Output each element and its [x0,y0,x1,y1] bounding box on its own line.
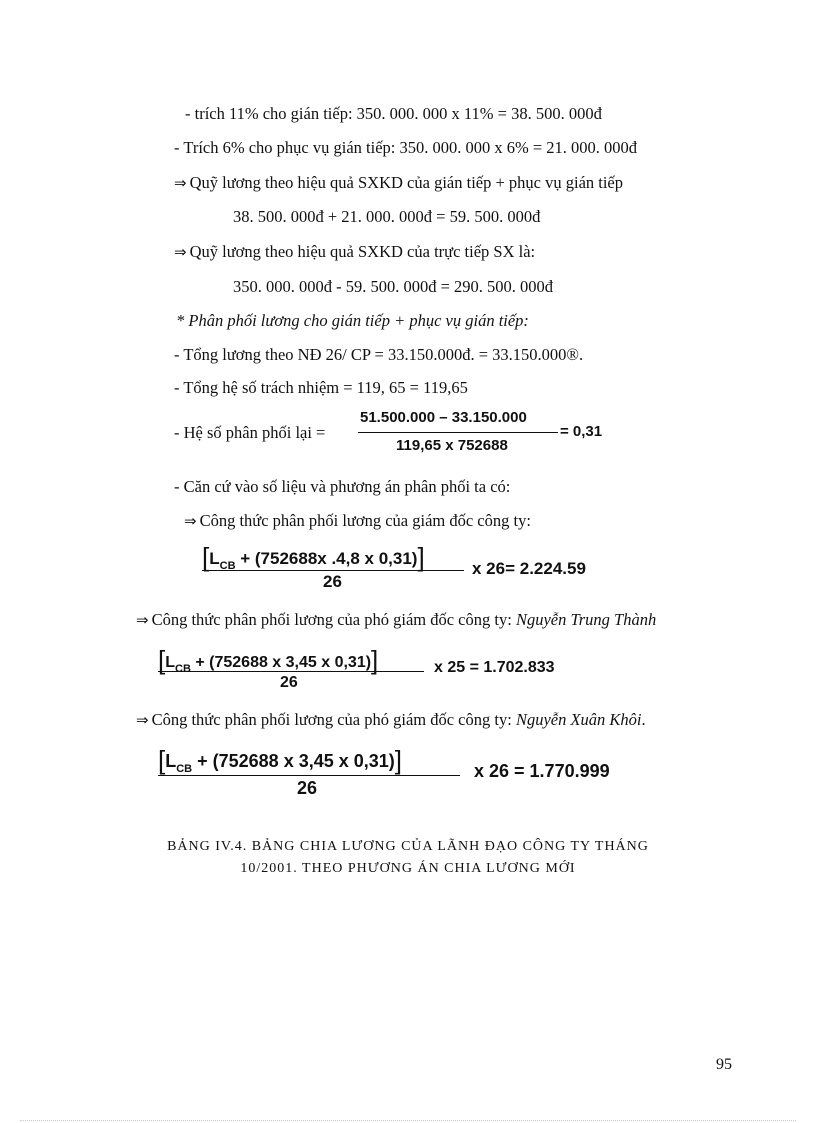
line-he-so-phan-phoi-label: - Hệ số phân phối lại = [174,423,326,442]
formula-denominator: 26 [323,572,342,591]
fraction-bar [158,671,424,672]
formula-result: = 0,31 [560,423,603,440]
implies-arrow-icon: ⇒ [174,243,187,261]
line-cong-thuc-pho-gd-1: ⇒ Công thức phân phối lương của phó giám đốc công ty: Nguyễn Trung Thành [136,610,657,629]
line-tong-luong: - Tổng lương theo NĐ 26/ CP = 33.150.000đ. = 33.150.000®. [174,345,584,364]
formula-denominator: 119,65 x 752688 [396,437,508,454]
formula-numerator: 51.500.000 – 33.150.000 [360,409,527,426]
formula-result: x 26= 2.224.59 [472,559,586,578]
formula-result: x 26 = 1.770.999 [474,761,610,781]
fraction-bar [202,570,464,571]
line-tong-he-so: - Tổng hệ số trách nhiệm = 119, 65 = 119,65 [174,378,468,397]
line-quy-luong-gian-tiep: ⇒ Quỹ lương theo hiệu quả SXKD của gián tiếp + phục vụ gián tiếp [174,173,624,192]
page-bottom-border [20,1120,796,1121]
implies-arrow-icon: ⇒ [184,512,197,530]
line-diff-truc-tiep: 350. 000. 000đ - 59. 500. 000đ = 290. 500. 000đ [233,277,554,296]
caption-line-2: 10/2001. THEO PHƯƠNG ÁN CHIA LƯƠNG MỚI [240,861,576,876]
formula-denominator: 26 [280,674,298,691]
formula-result: x 25 = 1.702.833 [434,659,555,676]
implies-arrow-icon: ⇒ [136,711,149,729]
line-can-cu: - Căn cứ vào số liệu và phương án phân phối ta có: [174,477,511,496]
line-cong-thuc-pho-gd-2: ⇒ Công thức phân phối lương của phó giám đốc công ty: Nguyễn Xuân Khôi. [136,710,646,729]
implies-arrow-icon: ⇒ [136,611,149,629]
formula-denominator: 26 [297,778,318,798]
line-trich-6: - Trích 6% cho phục vụ gián tiếp: 350. 000. 000 x 6% = 21. 000. 000đ [174,138,638,157]
fraction-bar [358,432,558,433]
implies-arrow-icon: ⇒ [174,174,187,192]
section-heading-phan-phoi: * Phân phối lương cho gián tiếp + phục vụ gián tiếp: [176,311,529,330]
formula-numerator: [$L_{CB} + (752688x$ .4,8 x 0,31)] [202,542,425,572]
line-cong-thuc-giam-doc: ⇒ Công thức phân phối lương của giám đốc công ty: [184,511,531,530]
formula-numerator: [$L_{CB} + (752688$ x 3,45 x 0,31)] [158,645,379,675]
line-quy-luong-truc-tiep: ⇒ Quỹ lương theo hiệu quả SXKD của trực tiếp SX là: [174,242,536,261]
formula-numerator: [$L_{CB} + (752688$ x 3,45 x 0,31)] [158,745,403,775]
line-sum-gian-tiep: 38. 500. 000đ + 21. 000. 000đ = 59. 500. 000đ [233,207,541,226]
table-caption [0,836,816,880]
line-trich-11: - trích 11% cho gián tiếp: 350. 000. 000 x 11% = 38. 500. 000đ [185,104,602,123]
page-number: 95 [716,1056,732,1073]
caption-line-1: BẢNG IV.4. BẢNG CHIA LƯƠNG CỦA LÃNH ĐẠO CÔNG TY THÁNG [167,839,649,854]
fraction-bar [158,775,460,776]
